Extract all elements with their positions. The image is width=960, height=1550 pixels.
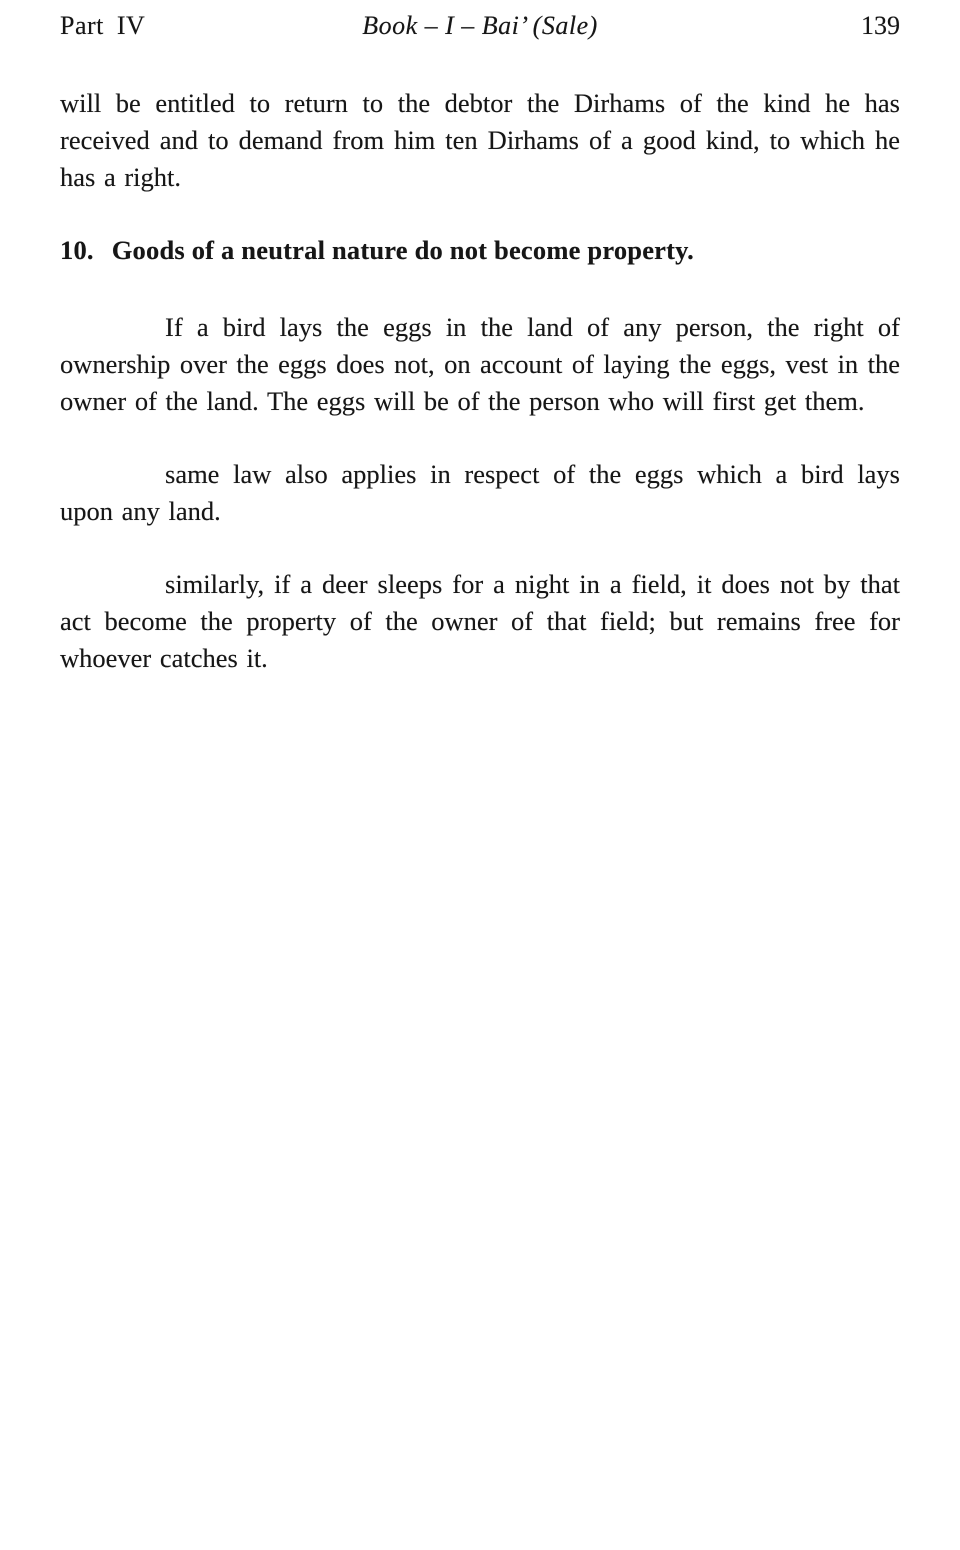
paragraph-continuation: will be entitled to return to the debtor the Dirhams of the kind he has received and to demand from him ten Dirhams of a good kind, to which he has a right.	[60, 88, 900, 193]
page-body	[60, 85, 900, 677]
paragraph-deer: similarly, if a deer sleeps for a night in a field, it does not by that act become the property of the owner of that field; but remains free for whoever catches it.	[60, 569, 900, 674]
section-title: Goods of a neutral nature do not become property.	[111, 235, 694, 266]
part-label: Part IV	[60, 11, 146, 40]
paragraph-bird-eggs: If a bird lays the eggs in the land of any person, the right of ownership over the eggs does not, on account of laying the eggs, vest in the owner of the land. The eggs will be of the person who will first get them.	[60, 312, 900, 417]
paragraph-same-law: same law also applies in respect of the eggs which a bird lays upon any land.	[60, 459, 900, 527]
page-number: 139	[861, 11, 900, 40]
page-header	[60, 10, 900, 41]
section-number: 10.	[60, 235, 94, 266]
book-title: Book – I – Bai’ (Sale)	[362, 11, 598, 40]
section-heading	[60, 232, 900, 269]
